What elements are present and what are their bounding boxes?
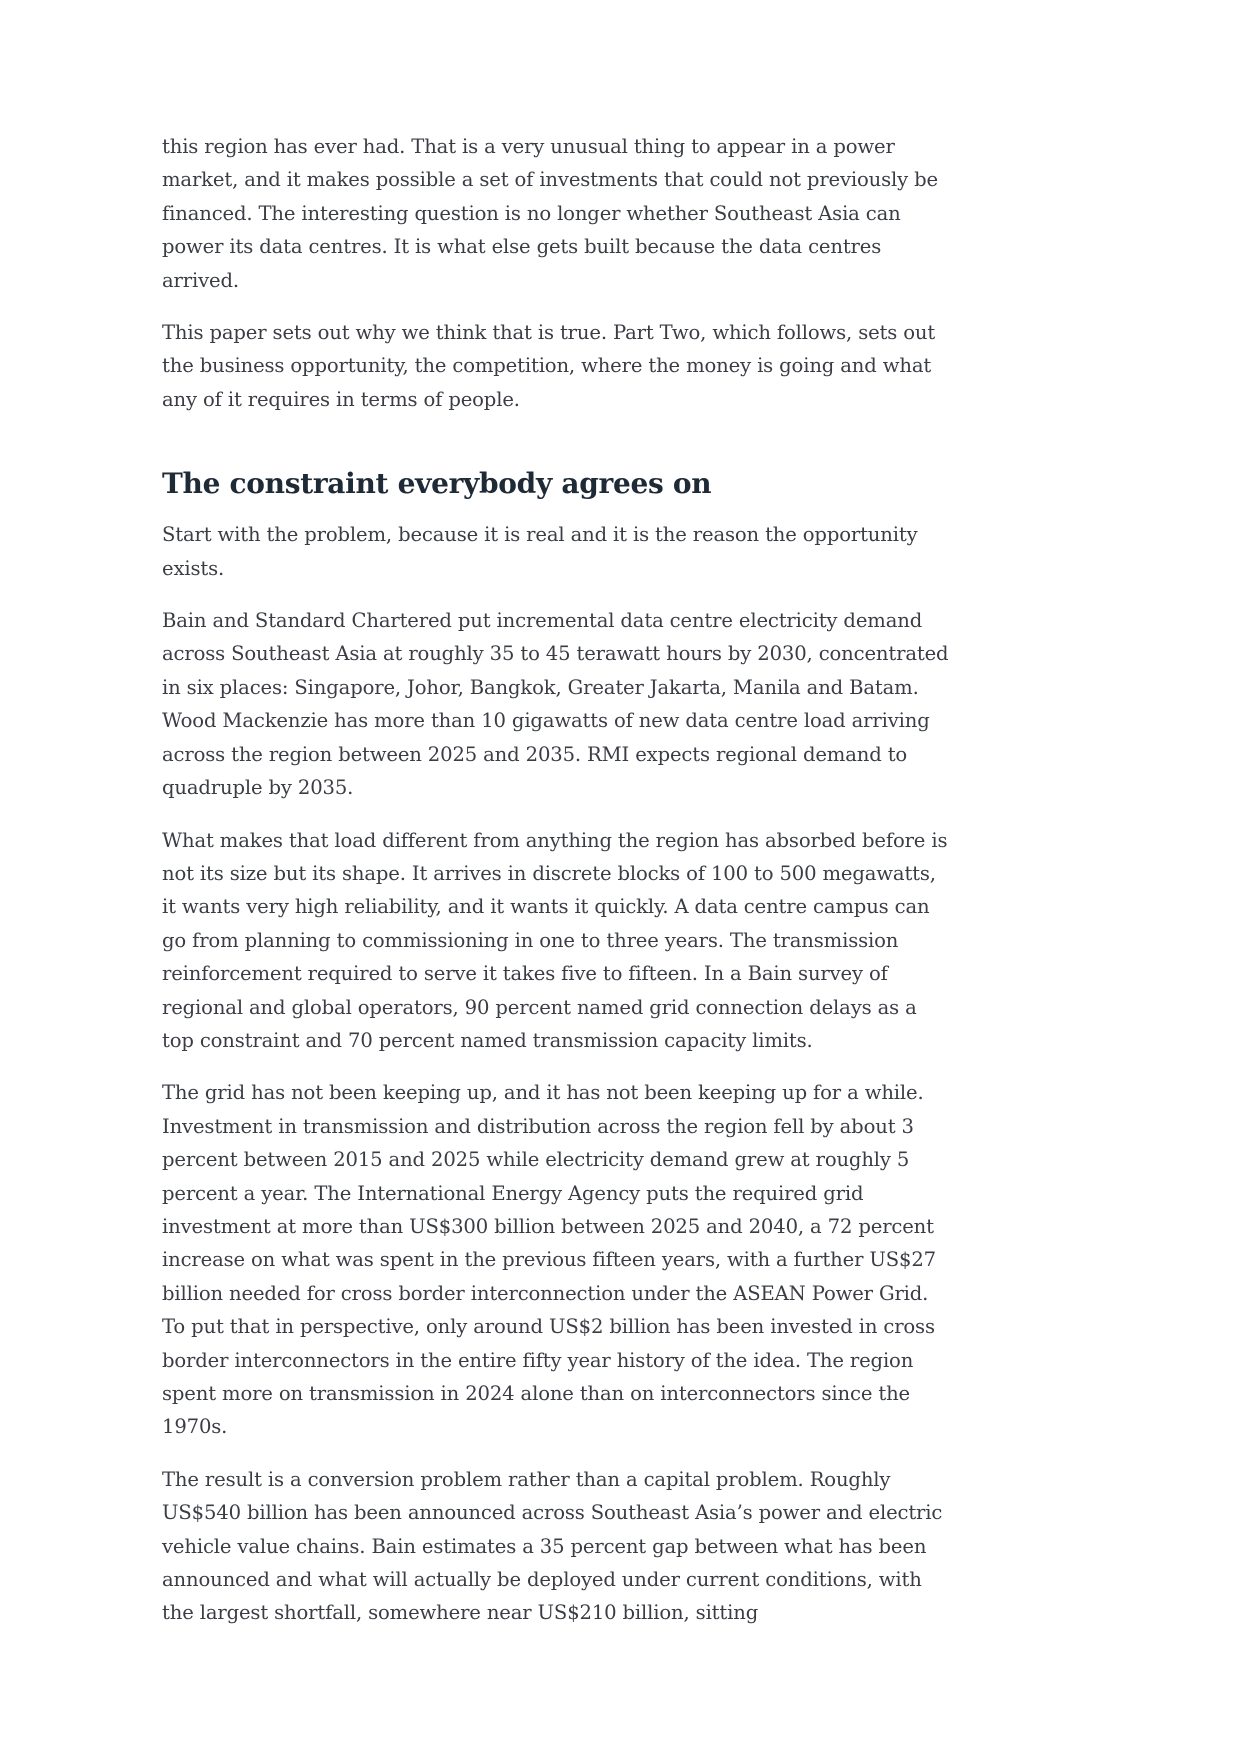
- section-paragraph-2: Bain and Standard Chartered put incremental data centre electricity demand across Southeast Asia at roughly 35 to 45 terawatt hours by 2030, concentrated in six places: Singapore, Johor, Bangkok, Greater Jakarta, Manila and Batam. Wood Mackenzie has more than 10 gigawatts of new data centre load arriving across the region between 2025 and 2035. RMI expects regional demand to quadruple by 2035.: [162, 609, 949, 800]
- section-heading: The constraint everybody agrees on: [162, 467, 712, 501]
- section-paragraph-5: The result is a conversion problem rather than a capital problem. Roughly US$540 billion has been announced across Southeast Asia’s power and electric vehicle value chains. Bain estimates a 35 percent gap between what has been announced and what will actually be deployed under current conditions, with the largest shortfall, somewhere near US$210 billion, sitting: [162, 1467, 943, 1625]
- article-body: [162, 130, 952, 1649]
- section-paragraph-3: What makes that load different from anything the region has absorbed before is not its size but its shape. It arrives in discrete blocks of 100 to 500 megawatts, it wants very high reliability, and it wants it quickly. A data centre campus can go from planning to commissioning in one to three years. The transmission reinforcement required to serve it takes five to fifteen. In a Bain survey of regional and global operators, 90 percent named grid connection delays as a top constraint and 70 percent named transmission capacity limits.: [162, 828, 948, 1052]
- section-paragraph-1: Start with the problem, because it is real and it is the reason the opportunity exists.: [162, 523, 918, 580]
- intro-paragraph-1: this region has ever had. That is a very unusual thing to appear in a power market, and it makes possible a set of investments that could not previously be financed. The interesting question is no longer whether Southeast Asia can power its data centres. It is what else gets built because the data centres arrived.: [162, 135, 938, 292]
- intro-paragraph-2: This paper sets out why we think that is true. Part Two, which follows, sets out the business opportunity, the competition, where the money is going and what any of it requires in terms of people.: [162, 321, 936, 411]
- section-paragraph-4: The grid has not been keeping up, and it has not been keeping up for a while. Investment in transmission and distribution across the region fell by about 3 percent between 2015 and 2025 while electricity demand grew at roughly 5 percent a year. The International Energy Agency puts the required grid investment at more than US$300 billion between 2025 and 2040, a 72 percent increase on what was spent in the previous fifteen years, with a further US$27 billion needed for cross border interconnection under the ASEAN Power Grid. To put that in perspective, only around US$2 billion has been invested in cross border interconnectors in the entire fifty year history of the idea. The region spent more on transmission in 2024 alone than on interconnectors since the 1970s.: [162, 1081, 936, 1439]
